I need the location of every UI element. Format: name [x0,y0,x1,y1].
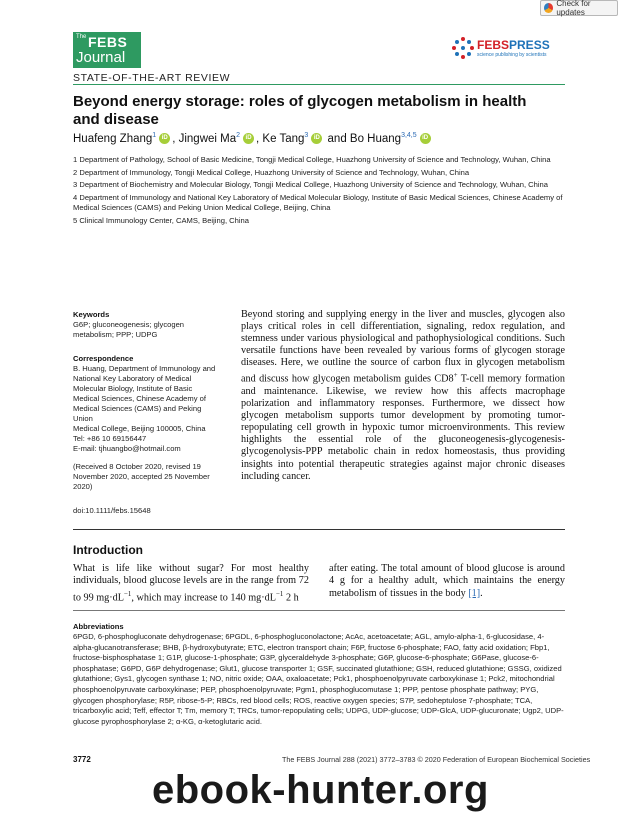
correspondence-line: E-mail: tjhuangbo@hotmail.com [73,444,181,453]
author-list [73,132,433,145]
author: Ke Tang$^3$ iD and [262,132,350,145]
abstract: Beyond storing and supplying energy in the liver and muscles, glycogen also plays critical roles in cell differentiation, signaling, redox regulation, and stemness under various physiological and pathophysiological conditions. Such versatile functions have been revealed by various forms of glycogen storage diseases. Here, we outline the source of carbon flux in glycogen metabolism and discuss how glycogen metabolism guides CD8+ T-cell memory formation and maintenance. Likewise, we review how this affects macrophage polarization and inflammatory responses. Furthermore, we dissect how glycogen metabolism supports tumor development by promoting tumor-repopulating cell growth in hypoxic tumor microenvironments. This review highlights the essential role of the gluconeogenesis-glycogenesis-glycogenolysis-PPP metabolic chain in redox homeostasis, thus providing insights into potential therapeutic strategies against major chronic diseases including cancer. [241,309,565,482]
introduction-left-column: What is life like without sugar? For most healthy individuals, blood glucose levels are in the range from 72 to 99 $mg\cdot dL^{-1}$, which may increase to 140 $mg\cdot dL^{-1}$ 2 h [73,563,309,604]
orcid-icon[interactable]: iD [159,133,170,144]
keywords: G6P; gluconeogenesis; glycogen metabolism; PPP; UDPG [73,320,185,339]
affiliations [73,155,563,229]
section-divider [73,529,565,530]
doi[interactable]: doi:10.1111/febs.15648 [73,506,151,515]
page-number: 3772 [73,755,91,764]
crossmark-icon [544,3,553,13]
author: Huafeng Zhang$^1$ iD , [73,132,179,145]
abbreviations-divider [73,610,565,611]
correspondence-heading: Correspondence [73,354,134,363]
correspondence-line: Medical Sciences, Chinese Academy of [73,394,206,403]
author: Jingwei Ma$^2$ iD , [178,132,263,145]
affiliation: 5 Clinical Immunology Center, CAMS, Beijing, China [73,215,249,225]
febs-press-dots-icon [452,37,474,59]
check-for-updates-label: Check for updates [556,0,591,17]
press-tagline: science publishing by scientists [477,52,547,58]
affiliation: 2 Department of Immunology, Tongji Medical College, Huazhong University of Science and Technology, Wuhan, China [73,167,470,177]
orcid-icon[interactable]: iD [243,133,254,144]
author-affiliation-sup: 3 [304,132,309,139]
author: Bo Huang$^{3,4,5}$ iD [350,133,433,145]
header-divider [73,84,565,85]
correspondence-line: Tel: +86 10 69156447 [73,434,147,443]
press-name: FEBSPRESS [477,38,550,52]
affiliation: 4 Department of Immunology and National Key Laboratory of Medical Molecular Biology, Institute of Basic Medical Sciences, Chinese Academy of Medical Sciences (CAMS) and Peking Union Medical College, Beijing, China [73,192,563,213]
introduction-right-column: after eating. The total amount of blood glucose is around 4 g for a healthy adult, which maintains the energy metabolism of tissues in the body [1]. [329,563,565,599]
orcid-icon[interactable]: iD [311,133,322,144]
abbreviations-text: 6PGD, 6-phosphogluconate dehydrogenase; 6PGDL, 6-phosphogluconolactone; AcAc, acetoacetate; AGL, amylo-alpha-1, 6-glucosidase, 4-alpha-glucanotransferase; BHB, β-hydroxybutyrate; ETC, electron transport chain; F6P, fructose 6-phosphate; FAO, fatty acid oxidation; Fbp1, fructose-bisphosphatase 1; G1P, glucose-1-phosphate; G3P, glyceraldehyde 3-phosphate; G6P, glucose-6-phosphate; G6Pase, glucose-6-phosphatase; G6PD, G6P dehydrogenase; Glut1, glucose transporter 1; GSF, succinated glutathione; GSH, reduced glutathione; GSSG, oxidized glutathione; Gys1, glycogen synthase 1; NO, nitric oxide; OAA, oxaloacetate; Pck1, phosphoenolpyruvate carboxykinase 1; Pck2, mitochondrial phosphoenolpyruvate carboxykinase; PEP, phosphoenolpyruvate; Pgm1, phosphoglucomutase 1; PPP, pentose phosphate pathway; PYG, glycogen phosphorylase; R5P, ribose-5-P; RBCs, red blood cells; ROS, reactive oxygen species; S7P, sedoheptulose 7-phosphate; TCA, tricarboxylic acid; Teff, effector T; Tm, memory T; TRCs, tumor-repopulating cells; UDPG, UDP-glucose; UDP-GlcA, UDP-glucuronate; Ugp2, UDP-glucose pyrophosphorylase 2; α-KG, α-ketoglutaric acid. [73,632,564,726]
footer-citation: The FEBS Journal 288 (2021) 3772–3783 © 2020 Federation of European Biochemical Societies [282,755,591,764]
author-affiliation-sup: 2 [236,132,241,139]
received-dates: (Received 8 October 2020, revised 19 November 2020, accepted 25 November 2020) [73,462,210,491]
author-affiliation-sup: 1 [152,132,157,139]
article-type: STATE-OF-THE-ART REVIEW [73,72,231,84]
correspondence-line: National Key Laboratory of Medical [73,374,192,383]
article-title: Beyond energy storage: roles of glycogen metabolism in health and disease [73,93,527,128]
correspondence [73,364,223,454]
correspondence-line: Medical College, Beijing 100005, China [73,424,206,433]
febs-press-logo [452,36,562,62]
correspondence-line: Medical Sciences (CAMS) and Peking Union [73,404,202,423]
author-affiliation-sup: 3,4,5 [401,132,417,139]
introduction-right-text: after eating. The total amount of blood glucose is around 4 g for a healthy adult, which maintains the energy metabolism of tissues in the body [329,563,565,599]
introduction-heading: Introduction [73,543,143,557]
logo-the: The [76,34,87,40]
orcid-icon[interactable]: iD [420,133,431,144]
affiliation: 3 Department of Biochemistry and Molecular Biology, Tongji Medical College, Huazhong University of Science and Technology, Wuhan, China [73,180,549,190]
watermark: ebook-hunter.org [152,768,489,812]
febs-journal-logo [73,32,141,68]
correspondence-line: B. Huang, Department of Immunology and [73,364,216,373]
logo-journal: Journal [76,49,126,66]
reference-link[interactable]: [1] [468,587,481,599]
affiliation: 1 Department of Pathology, School of Basic Medicine, Tongji Medical College, Huazhong University of Science and Technology, Wuhan, China [73,155,551,164]
correspondence-line: Molecular Biology, Institute of Basic [73,384,193,393]
keywords-heading: Keywords [73,310,110,319]
abbreviations-heading: Abbreviations [73,622,124,631]
check-for-updates-button[interactable] [540,0,618,16]
logo-febs: FEBS [88,34,128,50]
